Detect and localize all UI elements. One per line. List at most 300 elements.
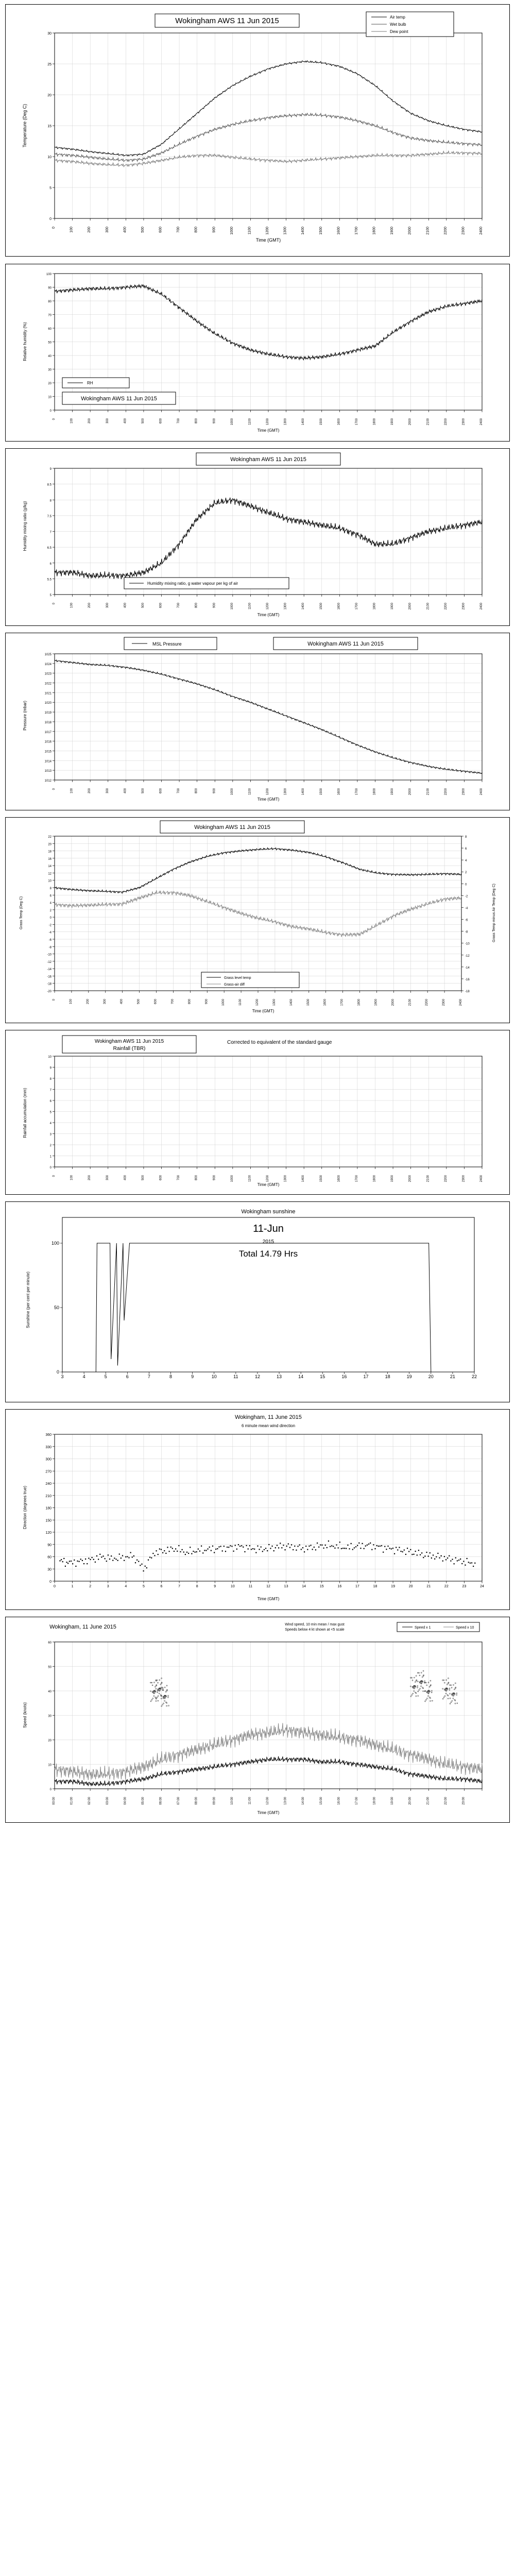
svg-text:1200: 1200 xyxy=(266,1175,269,1182)
svg-text:200: 200 xyxy=(88,788,92,794)
svg-text:700: 700 xyxy=(177,227,181,233)
svg-text:90: 90 xyxy=(47,1543,52,1547)
svg-text:2100: 2100 xyxy=(426,603,430,610)
svg-text:6: 6 xyxy=(49,894,52,898)
svg-text:600: 600 xyxy=(154,999,158,1005)
svg-text:-8: -8 xyxy=(48,946,52,950)
svg-text:100: 100 xyxy=(70,788,74,794)
svg-text:-14: -14 xyxy=(47,968,52,972)
svg-text:2300: 2300 xyxy=(462,788,466,795)
svg-text:1200: 1200 xyxy=(266,227,269,235)
svg-text:1900: 1900 xyxy=(391,418,394,426)
svg-text:6: 6 xyxy=(160,1585,163,1588)
svg-text:50: 50 xyxy=(48,341,52,345)
svg-text:-2: -2 xyxy=(465,895,468,899)
svg-text:0: 0 xyxy=(49,917,52,920)
panel-title: Wokingham AWS 11 Jun 2015 xyxy=(81,396,157,402)
svg-text:8: 8 xyxy=(49,1078,52,1081)
svg-text:60: 60 xyxy=(48,1641,52,1645)
svg-text:400: 400 xyxy=(124,1175,127,1181)
svg-text:1100: 1100 xyxy=(248,227,252,235)
svg-text:900: 900 xyxy=(213,603,216,608)
svg-text:700: 700 xyxy=(177,418,181,424)
svg-text:0: 0 xyxy=(53,418,56,420)
svg-text:1400: 1400 xyxy=(289,999,293,1006)
svg-text:700: 700 xyxy=(177,1175,181,1181)
svg-text:100: 100 xyxy=(70,603,74,608)
sunshine-total: Total 14.79 Hrs xyxy=(238,1249,298,1259)
svg-text:10: 10 xyxy=(211,1374,217,1379)
svg-text:360: 360 xyxy=(45,1433,52,1437)
svg-text:30: 30 xyxy=(48,368,52,372)
svg-text:1100: 1100 xyxy=(239,999,243,1006)
svg-text:20: 20 xyxy=(48,843,52,846)
svg-text:500: 500 xyxy=(141,788,145,794)
svg-text:10: 10 xyxy=(48,1764,52,1767)
svg-text:3: 3 xyxy=(107,1585,109,1588)
svg-text:13: 13 xyxy=(284,1585,288,1588)
y-axis-label: Temperature (Deg C) xyxy=(22,104,27,148)
svg-text:14:00: 14:00 xyxy=(302,1797,305,1805)
svg-text:6: 6 xyxy=(49,1100,52,1103)
svg-text:800: 800 xyxy=(188,999,192,1005)
y-axis-label: Pressure (mbar) xyxy=(23,701,27,731)
svg-text:18: 18 xyxy=(385,1374,390,1379)
svg-text:1200: 1200 xyxy=(266,788,269,795)
svg-text:50: 50 xyxy=(54,1305,59,1310)
svg-text:100: 100 xyxy=(70,418,74,424)
wind-speed-note2: Speeds below 4 kt shown at <5 scale xyxy=(285,1628,345,1632)
svg-text:1300: 1300 xyxy=(284,603,287,610)
panel-title: Wokingham AWS 11 Jun 2015 xyxy=(94,1039,164,1044)
x-axis-label: Time (GMT) xyxy=(257,1597,280,1601)
svg-text:2: 2 xyxy=(89,1585,92,1588)
wind-speed-plot xyxy=(6,1617,509,1822)
svg-text:1020: 1020 xyxy=(44,702,52,705)
svg-text:-4: -4 xyxy=(48,931,52,935)
svg-text:22: 22 xyxy=(444,1585,449,1588)
svg-text:1900: 1900 xyxy=(374,999,378,1006)
svg-text:800: 800 xyxy=(194,227,198,233)
svg-text:1000: 1000 xyxy=(230,603,234,610)
svg-text:50: 50 xyxy=(48,1666,52,1669)
svg-text:2400: 2400 xyxy=(479,227,483,235)
svg-text:300: 300 xyxy=(105,227,109,233)
svg-text:0: 0 xyxy=(49,1788,52,1791)
svg-text:20: 20 xyxy=(47,94,52,97)
svg-text:04:00: 04:00 xyxy=(124,1797,127,1805)
svg-text:1600: 1600 xyxy=(323,999,327,1006)
y-axis-label: Grass Temp (Deg C) xyxy=(20,896,23,930)
svg-text:-18: -18 xyxy=(465,990,470,993)
svg-text:17:00: 17:00 xyxy=(355,1797,358,1805)
svg-text:9: 9 xyxy=(49,1066,52,1070)
svg-text:700: 700 xyxy=(171,999,175,1005)
svg-text:800: 800 xyxy=(195,418,198,424)
sunshine-plot xyxy=(6,1202,509,1402)
svg-text:1400: 1400 xyxy=(302,418,305,426)
svg-text:16: 16 xyxy=(48,857,52,861)
svg-text:2000: 2000 xyxy=(391,999,395,1006)
svg-text:1017: 1017 xyxy=(44,731,52,734)
svg-text:400: 400 xyxy=(120,999,124,1005)
svg-text:30: 30 xyxy=(47,32,52,36)
svg-text:10: 10 xyxy=(48,879,52,883)
svg-text:300: 300 xyxy=(106,603,109,608)
svg-text:100: 100 xyxy=(70,227,74,233)
svg-text:-10: -10 xyxy=(47,953,52,957)
svg-text:-8: -8 xyxy=(465,930,468,934)
svg-text:2200: 2200 xyxy=(444,603,448,610)
svg-text:2100: 2100 xyxy=(426,227,430,235)
svg-text:4: 4 xyxy=(125,1585,127,1588)
x-axis-label: Time (GMT) xyxy=(257,797,280,802)
svg-text:2100: 2100 xyxy=(426,788,430,795)
svg-text:11: 11 xyxy=(248,1585,253,1588)
svg-text:30: 30 xyxy=(47,1568,52,1572)
svg-text:1500: 1500 xyxy=(319,418,323,426)
svg-text:8: 8 xyxy=(196,1585,198,1588)
svg-text:20:00: 20:00 xyxy=(408,1797,412,1805)
pressure-plot xyxy=(6,633,509,810)
svg-text:1025: 1025 xyxy=(44,653,52,656)
svg-text:800: 800 xyxy=(195,1175,198,1181)
svg-text:0: 0 xyxy=(53,788,56,790)
svg-text:4: 4 xyxy=(82,1374,85,1379)
svg-text:1800: 1800 xyxy=(373,418,376,426)
svg-text:3: 3 xyxy=(49,1133,52,1137)
svg-text:700: 700 xyxy=(177,603,181,608)
svg-text:2400: 2400 xyxy=(480,603,483,610)
x-axis-label: Time (GMT) xyxy=(257,1182,280,1187)
svg-text:900: 900 xyxy=(205,999,209,1005)
svg-text:6: 6 xyxy=(465,848,467,851)
panel-title: Wokingham AWS 11 Jun 2015 xyxy=(307,641,384,647)
svg-text:600: 600 xyxy=(159,418,163,424)
svg-text:-2: -2 xyxy=(48,924,52,927)
svg-text:1900: 1900 xyxy=(390,227,394,235)
svg-text:0: 0 xyxy=(53,603,56,605)
svg-text:2400: 2400 xyxy=(480,788,483,795)
svg-text:19: 19 xyxy=(406,1374,412,1379)
svg-text:1700: 1700 xyxy=(355,1175,358,1182)
svg-text:900: 900 xyxy=(212,227,216,233)
svg-text:1800: 1800 xyxy=(373,603,376,610)
svg-text:500: 500 xyxy=(141,603,145,608)
svg-text:2000: 2000 xyxy=(408,603,412,610)
y-axis-label: Rainfall accumulation (mm) xyxy=(23,1088,27,1138)
svg-text:13: 13 xyxy=(277,1374,282,1379)
svg-text:1500: 1500 xyxy=(319,603,323,610)
svg-text:05:00: 05:00 xyxy=(141,1797,145,1805)
svg-text:1024: 1024 xyxy=(44,663,52,666)
svg-text:500: 500 xyxy=(141,227,145,233)
svg-text:12: 12 xyxy=(254,1374,260,1379)
svg-text:500: 500 xyxy=(141,418,145,424)
svg-text:60: 60 xyxy=(48,328,52,331)
svg-text:1500: 1500 xyxy=(306,999,310,1006)
svg-text:12: 12 xyxy=(48,872,52,876)
svg-text:7: 7 xyxy=(178,1585,181,1588)
svg-text:400: 400 xyxy=(124,603,127,608)
svg-text:2300: 2300 xyxy=(462,418,466,426)
svg-text:8: 8 xyxy=(465,836,467,839)
svg-text:100: 100 xyxy=(51,1241,59,1246)
svg-text:22:00: 22:00 xyxy=(444,1797,448,1805)
svg-text:15: 15 xyxy=(319,1585,324,1588)
panel-subtitle: 6 minute mean wind direction xyxy=(241,1423,296,1428)
legend-speed-x1: Speed x 1 xyxy=(415,1626,431,1630)
sunshine-year: 2015 xyxy=(262,1239,274,1245)
svg-text:10: 10 xyxy=(47,156,52,159)
chart-panel-humidity xyxy=(5,264,510,442)
svg-text:2200: 2200 xyxy=(443,227,448,235)
svg-text:7.5: 7.5 xyxy=(47,515,52,518)
svg-text:1600: 1600 xyxy=(337,788,341,795)
svg-text:0: 0 xyxy=(49,1166,52,1170)
svg-text:1900: 1900 xyxy=(391,1175,394,1182)
svg-text:200: 200 xyxy=(88,1175,92,1181)
svg-text:150: 150 xyxy=(45,1519,52,1523)
svg-text:1800: 1800 xyxy=(373,1175,376,1182)
svg-text:4: 4 xyxy=(49,902,52,905)
svg-text:18:00: 18:00 xyxy=(373,1797,376,1805)
y-axis-label: Sunshine (per cent per minute) xyxy=(26,1272,30,1328)
mixing-ratio-plot xyxy=(6,449,509,625)
svg-text:1100: 1100 xyxy=(248,603,252,609)
grass-temp-plot xyxy=(6,818,509,1023)
svg-text:0: 0 xyxy=(53,999,56,1001)
svg-text:14: 14 xyxy=(302,1585,306,1588)
svg-text:21:00: 21:00 xyxy=(426,1797,430,1805)
svg-text:5: 5 xyxy=(104,1374,107,1379)
svg-text:1000: 1000 xyxy=(230,1175,234,1182)
svg-text:9: 9 xyxy=(191,1374,194,1379)
svg-text:03:00: 03:00 xyxy=(106,1797,109,1805)
svg-text:2: 2 xyxy=(49,1144,52,1147)
legend-grass-level-temp: Grass level temp xyxy=(224,976,251,980)
svg-text:80: 80 xyxy=(48,300,52,303)
svg-text:600: 600 xyxy=(159,603,163,608)
svg-text:16: 16 xyxy=(341,1374,347,1379)
svg-text:1200: 1200 xyxy=(266,603,269,610)
svg-text:300: 300 xyxy=(45,1458,52,1462)
svg-text:1012: 1012 xyxy=(44,779,52,783)
svg-text:09:00: 09:00 xyxy=(213,1797,216,1805)
svg-text:2300: 2300 xyxy=(462,1175,466,1182)
svg-text:2400: 2400 xyxy=(480,418,483,426)
svg-text:1900: 1900 xyxy=(391,788,394,795)
panel-title: Wokingham, 11 June 2015 xyxy=(235,1414,302,1420)
panel-title: Wokingham AWS 11 Jun 2015 xyxy=(194,824,270,831)
svg-text:70: 70 xyxy=(48,314,52,317)
svg-text:0: 0 xyxy=(49,410,52,413)
svg-text:10: 10 xyxy=(230,1585,235,1588)
svg-text:270: 270 xyxy=(45,1470,52,1474)
svg-text:01:00: 01:00 xyxy=(70,1797,74,1805)
svg-text:2: 2 xyxy=(49,909,52,912)
svg-text:8: 8 xyxy=(49,499,52,503)
humidity-plot xyxy=(6,264,509,441)
svg-text:10: 10 xyxy=(48,396,52,399)
svg-text:800: 800 xyxy=(195,603,198,608)
svg-text:300: 300 xyxy=(106,788,109,794)
svg-text:1300: 1300 xyxy=(272,999,276,1006)
svg-text:1800: 1800 xyxy=(373,788,376,795)
svg-text:02:00: 02:00 xyxy=(88,1797,92,1805)
svg-text:1000: 1000 xyxy=(222,999,226,1006)
svg-text:5: 5 xyxy=(49,594,52,597)
chart-panel-grass-temp xyxy=(5,817,510,1023)
x-axis-label: Time (GMT) xyxy=(255,238,281,243)
svg-text:1200: 1200 xyxy=(266,418,269,426)
legend-speed-x10: Speed x 10 xyxy=(456,1626,474,1630)
svg-text:2300: 2300 xyxy=(442,999,446,1006)
chart-panel-sunshine xyxy=(5,1201,510,1402)
svg-text:15:00: 15:00 xyxy=(319,1797,323,1805)
svg-text:8.5: 8.5 xyxy=(47,483,52,487)
svg-text:300: 300 xyxy=(103,999,107,1005)
svg-text:4: 4 xyxy=(465,859,467,863)
svg-text:19: 19 xyxy=(391,1585,395,1588)
svg-text:1700: 1700 xyxy=(355,788,358,795)
y-axis-label: Direction (degrees true) xyxy=(23,1485,27,1530)
legend-dew-point: Dew point xyxy=(390,29,408,34)
svg-text:-16: -16 xyxy=(465,978,470,981)
legend-air-temp: Air temp xyxy=(390,15,405,20)
svg-text:22: 22 xyxy=(48,836,52,839)
svg-text:600: 600 xyxy=(159,227,163,233)
svg-text:900: 900 xyxy=(213,788,216,794)
svg-text:700: 700 xyxy=(177,788,181,794)
svg-text:0: 0 xyxy=(465,883,467,887)
svg-text:1700: 1700 xyxy=(355,418,358,426)
svg-text:1300: 1300 xyxy=(284,418,287,426)
wind-direction-plot xyxy=(6,1410,509,1609)
svg-text:2200: 2200 xyxy=(444,418,448,426)
svg-text:90: 90 xyxy=(48,286,52,290)
chart-panel-temperature xyxy=(5,4,510,257)
svg-text:1000: 1000 xyxy=(230,788,234,795)
svg-text:1900: 1900 xyxy=(391,603,394,610)
x-axis-label: Time (GMT) xyxy=(257,428,280,433)
svg-text:0: 0 xyxy=(52,227,56,229)
svg-text:5: 5 xyxy=(142,1585,145,1588)
svg-text:1600: 1600 xyxy=(337,1175,341,1182)
svg-text:100: 100 xyxy=(46,273,52,276)
svg-text:2000: 2000 xyxy=(408,418,412,426)
svg-text:1600: 1600 xyxy=(337,418,341,426)
svg-text:1200: 1200 xyxy=(256,999,259,1006)
svg-text:-20: -20 xyxy=(47,990,52,993)
svg-text:16:00: 16:00 xyxy=(337,1797,341,1805)
svg-text:60: 60 xyxy=(47,1555,52,1560)
svg-text:300: 300 xyxy=(106,1175,109,1181)
svg-text:1400: 1400 xyxy=(302,788,305,795)
svg-text:21: 21 xyxy=(450,1374,455,1379)
x-axis-label: Time (GMT) xyxy=(257,1810,280,1815)
sunshine-date: 11-Jun xyxy=(253,1223,284,1234)
svg-text:200: 200 xyxy=(88,418,92,424)
svg-text:1: 1 xyxy=(71,1585,74,1588)
panel-title: Wokingham AWS 11 Jun 2015 xyxy=(230,456,306,463)
svg-text:2100: 2100 xyxy=(426,1175,430,1182)
svg-text:2200: 2200 xyxy=(444,788,448,795)
svg-text:1300: 1300 xyxy=(284,1175,287,1182)
svg-text:100: 100 xyxy=(69,999,73,1005)
panel-title: Wokingham AWS 11 Jun 2015 xyxy=(175,16,279,25)
x-axis-label: Time (GMT) xyxy=(257,613,280,617)
svg-text:6: 6 xyxy=(126,1374,129,1379)
svg-text:1500: 1500 xyxy=(319,788,323,795)
svg-text:9: 9 xyxy=(214,1585,216,1588)
svg-text:1400: 1400 xyxy=(301,227,305,235)
svg-text:1022: 1022 xyxy=(44,682,52,686)
svg-text:-6: -6 xyxy=(465,919,468,922)
svg-text:1015: 1015 xyxy=(44,750,52,754)
svg-text:40: 40 xyxy=(48,355,52,358)
svg-text:11:00: 11:00 xyxy=(248,1797,252,1805)
svg-text:25: 25 xyxy=(47,63,52,66)
svg-text:2400: 2400 xyxy=(480,1175,483,1182)
svg-text:1019: 1019 xyxy=(44,711,52,715)
svg-text:18: 18 xyxy=(373,1585,377,1588)
svg-text:10:00: 10:00 xyxy=(230,1797,234,1805)
svg-text:22: 22 xyxy=(471,1374,477,1379)
svg-text:400: 400 xyxy=(124,418,127,424)
svg-text:07:00: 07:00 xyxy=(177,1797,181,1805)
svg-text:14: 14 xyxy=(48,865,52,869)
chart-panel-mixing-ratio xyxy=(5,448,510,626)
svg-text:1100: 1100 xyxy=(248,418,252,425)
svg-text:200: 200 xyxy=(88,227,92,233)
svg-text:600: 600 xyxy=(159,1175,163,1181)
svg-text:200: 200 xyxy=(88,603,92,608)
svg-text:4: 4 xyxy=(49,1122,52,1125)
y-axis-label-right: Grass Temp minus Air Temp (Deg C) xyxy=(492,884,496,942)
svg-text:12:00: 12:00 xyxy=(266,1797,269,1805)
svg-text:00:00: 00:00 xyxy=(53,1797,56,1805)
svg-text:2000: 2000 xyxy=(408,788,412,795)
svg-text:1: 1 xyxy=(49,1155,52,1159)
svg-text:40: 40 xyxy=(48,1690,52,1693)
svg-text:2100: 2100 xyxy=(426,418,430,426)
svg-text:08:00: 08:00 xyxy=(195,1797,198,1805)
svg-text:300: 300 xyxy=(106,418,109,424)
rainfall-plot xyxy=(6,1030,509,1194)
svg-text:1700: 1700 xyxy=(340,999,344,1006)
svg-text:5: 5 xyxy=(49,1111,52,1114)
svg-text:1500: 1500 xyxy=(319,1175,323,1182)
svg-text:1016: 1016 xyxy=(44,740,52,744)
svg-text:2000: 2000 xyxy=(408,1175,412,1182)
svg-text:1018: 1018 xyxy=(44,721,52,724)
svg-text:400: 400 xyxy=(123,227,127,233)
svg-text:-14: -14 xyxy=(465,966,470,970)
x-axis-label: Time (GMT) xyxy=(252,1009,274,1013)
svg-text:10: 10 xyxy=(48,1056,52,1059)
svg-text:06:00: 06:00 xyxy=(159,1797,163,1805)
legend-msl-pressure: MSL Pressure xyxy=(152,641,182,647)
svg-text:1300: 1300 xyxy=(284,788,287,795)
svg-text:2000: 2000 xyxy=(408,227,412,235)
svg-text:24: 24 xyxy=(480,1585,484,1588)
chart-panel-pressure xyxy=(5,633,510,810)
svg-text:2300: 2300 xyxy=(462,603,466,610)
svg-text:1000: 1000 xyxy=(230,418,234,426)
y-axis-label: Relative humidity (%) xyxy=(23,322,27,361)
chart-panel-wind-direction xyxy=(5,1409,510,1610)
